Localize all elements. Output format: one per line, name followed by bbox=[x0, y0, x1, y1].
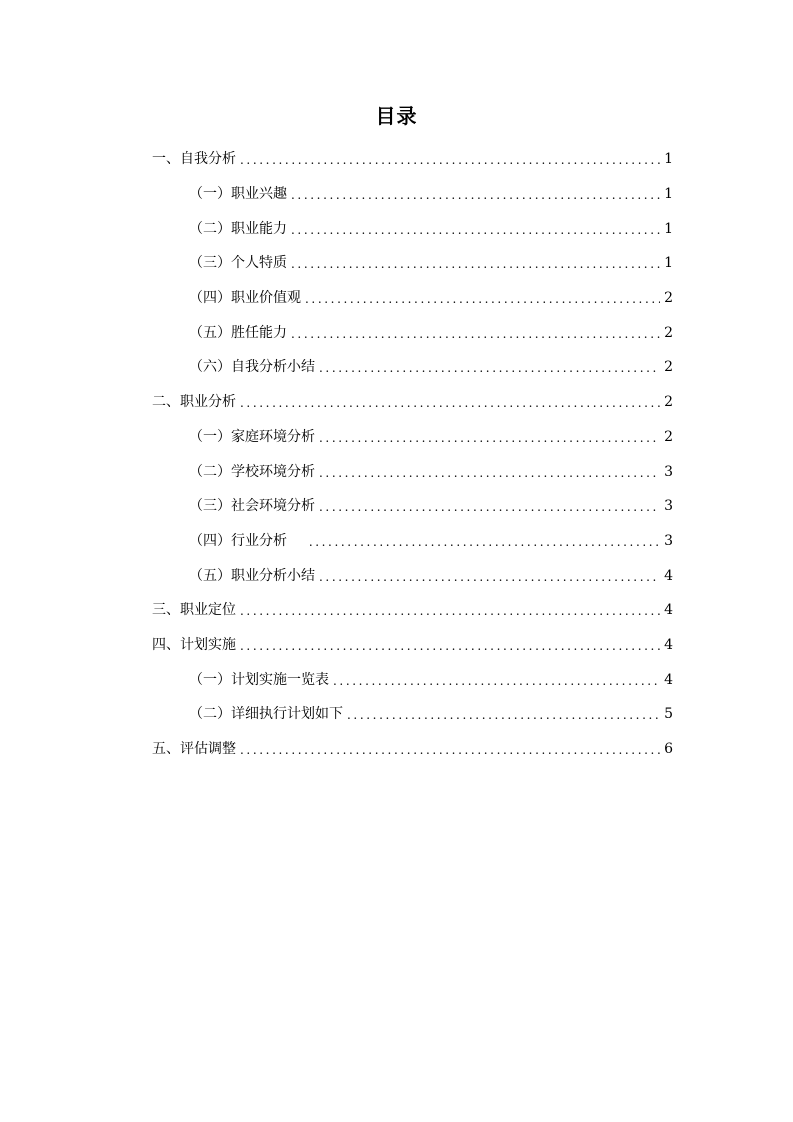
toc-entry[interactable] bbox=[152, 350, 673, 385]
toc-page-number: 1 bbox=[664, 186, 673, 203]
toc-entry[interactable] bbox=[152, 732, 673, 767]
toc-leader-dots bbox=[240, 636, 660, 656]
toc-page-number: 1 bbox=[664, 220, 673, 237]
toc-entry[interactable] bbox=[152, 454, 673, 489]
toc-entry-label: （一）家庭环境分析 bbox=[189, 428, 315, 445]
toc-leader-dots bbox=[347, 705, 660, 725]
toc-entry[interactable] bbox=[152, 489, 673, 524]
toc-entry[interactable] bbox=[152, 524, 673, 559]
toc-page-number: 5 bbox=[664, 706, 673, 723]
toc-entry-label: （一）计划实施一览表 bbox=[189, 671, 329, 688]
toc-entry[interactable] bbox=[152, 315, 673, 350]
toc-leader-dots bbox=[305, 289, 660, 309]
toc-page-number: 2 bbox=[664, 290, 673, 307]
toc-entry[interactable] bbox=[152, 177, 673, 212]
toc-leader-dots bbox=[291, 324, 660, 344]
toc-page-number: 6 bbox=[664, 741, 673, 758]
toc-page-number: 2 bbox=[664, 324, 673, 341]
toc-entry-label: （二）详细执行计划如下 bbox=[189, 706, 343, 723]
toc-entry-label: （四）行业分析 bbox=[189, 532, 305, 549]
toc-entry-label: （四）职业价值观 bbox=[189, 290, 301, 307]
toc-entry-label: 三、职业定位 bbox=[152, 602, 236, 619]
toc-title: 目录 bbox=[375, 104, 418, 128]
toc-page-number: 2 bbox=[664, 394, 673, 411]
toc-entry[interactable] bbox=[152, 385, 673, 420]
toc-entry[interactable] bbox=[152, 628, 673, 663]
toc-page-number: 2 bbox=[664, 359, 673, 376]
toc-entry[interactable] bbox=[152, 281, 673, 316]
toc-entry-label: 一、自我分析 bbox=[152, 151, 236, 168]
toc-leader-dots bbox=[291, 254, 660, 274]
toc-leader-dots bbox=[240, 740, 660, 760]
toc-leader-dots bbox=[319, 428, 660, 448]
toc-entry[interactable] bbox=[152, 142, 673, 177]
toc-entry-label: （五）胜任能力 bbox=[189, 324, 287, 341]
toc-leader-dots bbox=[319, 497, 660, 517]
toc-entry-label: （三）社会环境分析 bbox=[189, 498, 315, 515]
toc-leader-dots bbox=[291, 220, 660, 240]
toc-page-number: 3 bbox=[664, 463, 673, 480]
toc-page-number: 2 bbox=[664, 428, 673, 445]
toc-page-number: 1 bbox=[664, 151, 673, 168]
toc-leader-dots bbox=[319, 567, 660, 587]
toc-entry[interactable] bbox=[152, 697, 673, 732]
toc-page-number: 3 bbox=[664, 532, 673, 549]
toc-entry[interactable] bbox=[152, 558, 673, 593]
toc-entry-label: 四、计划实施 bbox=[152, 636, 236, 653]
toc-entry-label: （六）自我分析小结 bbox=[189, 359, 315, 376]
toc-page-number: 4 bbox=[664, 671, 673, 688]
toc-page-number: 4 bbox=[664, 602, 673, 619]
toc-entry[interactable] bbox=[152, 593, 673, 628]
toc-leader-dots bbox=[240, 150, 660, 170]
toc-entry-label: （五）职业分析小结 bbox=[189, 567, 315, 584]
toc-leader-dots bbox=[333, 671, 660, 691]
toc-leader-dots bbox=[291, 185, 660, 205]
toc-entry[interactable] bbox=[152, 211, 673, 246]
toc-leader-dots bbox=[319, 463, 660, 483]
toc-entry-label: （二）职业能力 bbox=[189, 220, 287, 237]
toc-entry[interactable] bbox=[152, 246, 673, 281]
toc-leader-dots bbox=[309, 532, 660, 552]
toc-entry-label: （三）个人特质 bbox=[189, 255, 287, 272]
toc-page-number: 4 bbox=[664, 636, 673, 653]
toc-page-number: 1 bbox=[664, 255, 673, 272]
toc-entry-label: （一）职业兴趣 bbox=[189, 186, 287, 203]
toc-entry[interactable] bbox=[152, 420, 673, 455]
toc-entry-label: 二、职业分析 bbox=[152, 394, 236, 411]
toc-entry-label: （二）学校环境分析 bbox=[189, 463, 315, 480]
toc-entry-label: 五、评估调整 bbox=[152, 741, 236, 758]
toc-page-number: 3 bbox=[664, 498, 673, 515]
toc-page-number: 4 bbox=[664, 567, 673, 584]
toc-list bbox=[152, 142, 673, 766]
toc-leader-dots bbox=[319, 358, 660, 378]
toc-leader-dots bbox=[240, 393, 660, 413]
toc-entry[interactable] bbox=[152, 662, 673, 697]
toc-leader-dots bbox=[240, 601, 660, 621]
